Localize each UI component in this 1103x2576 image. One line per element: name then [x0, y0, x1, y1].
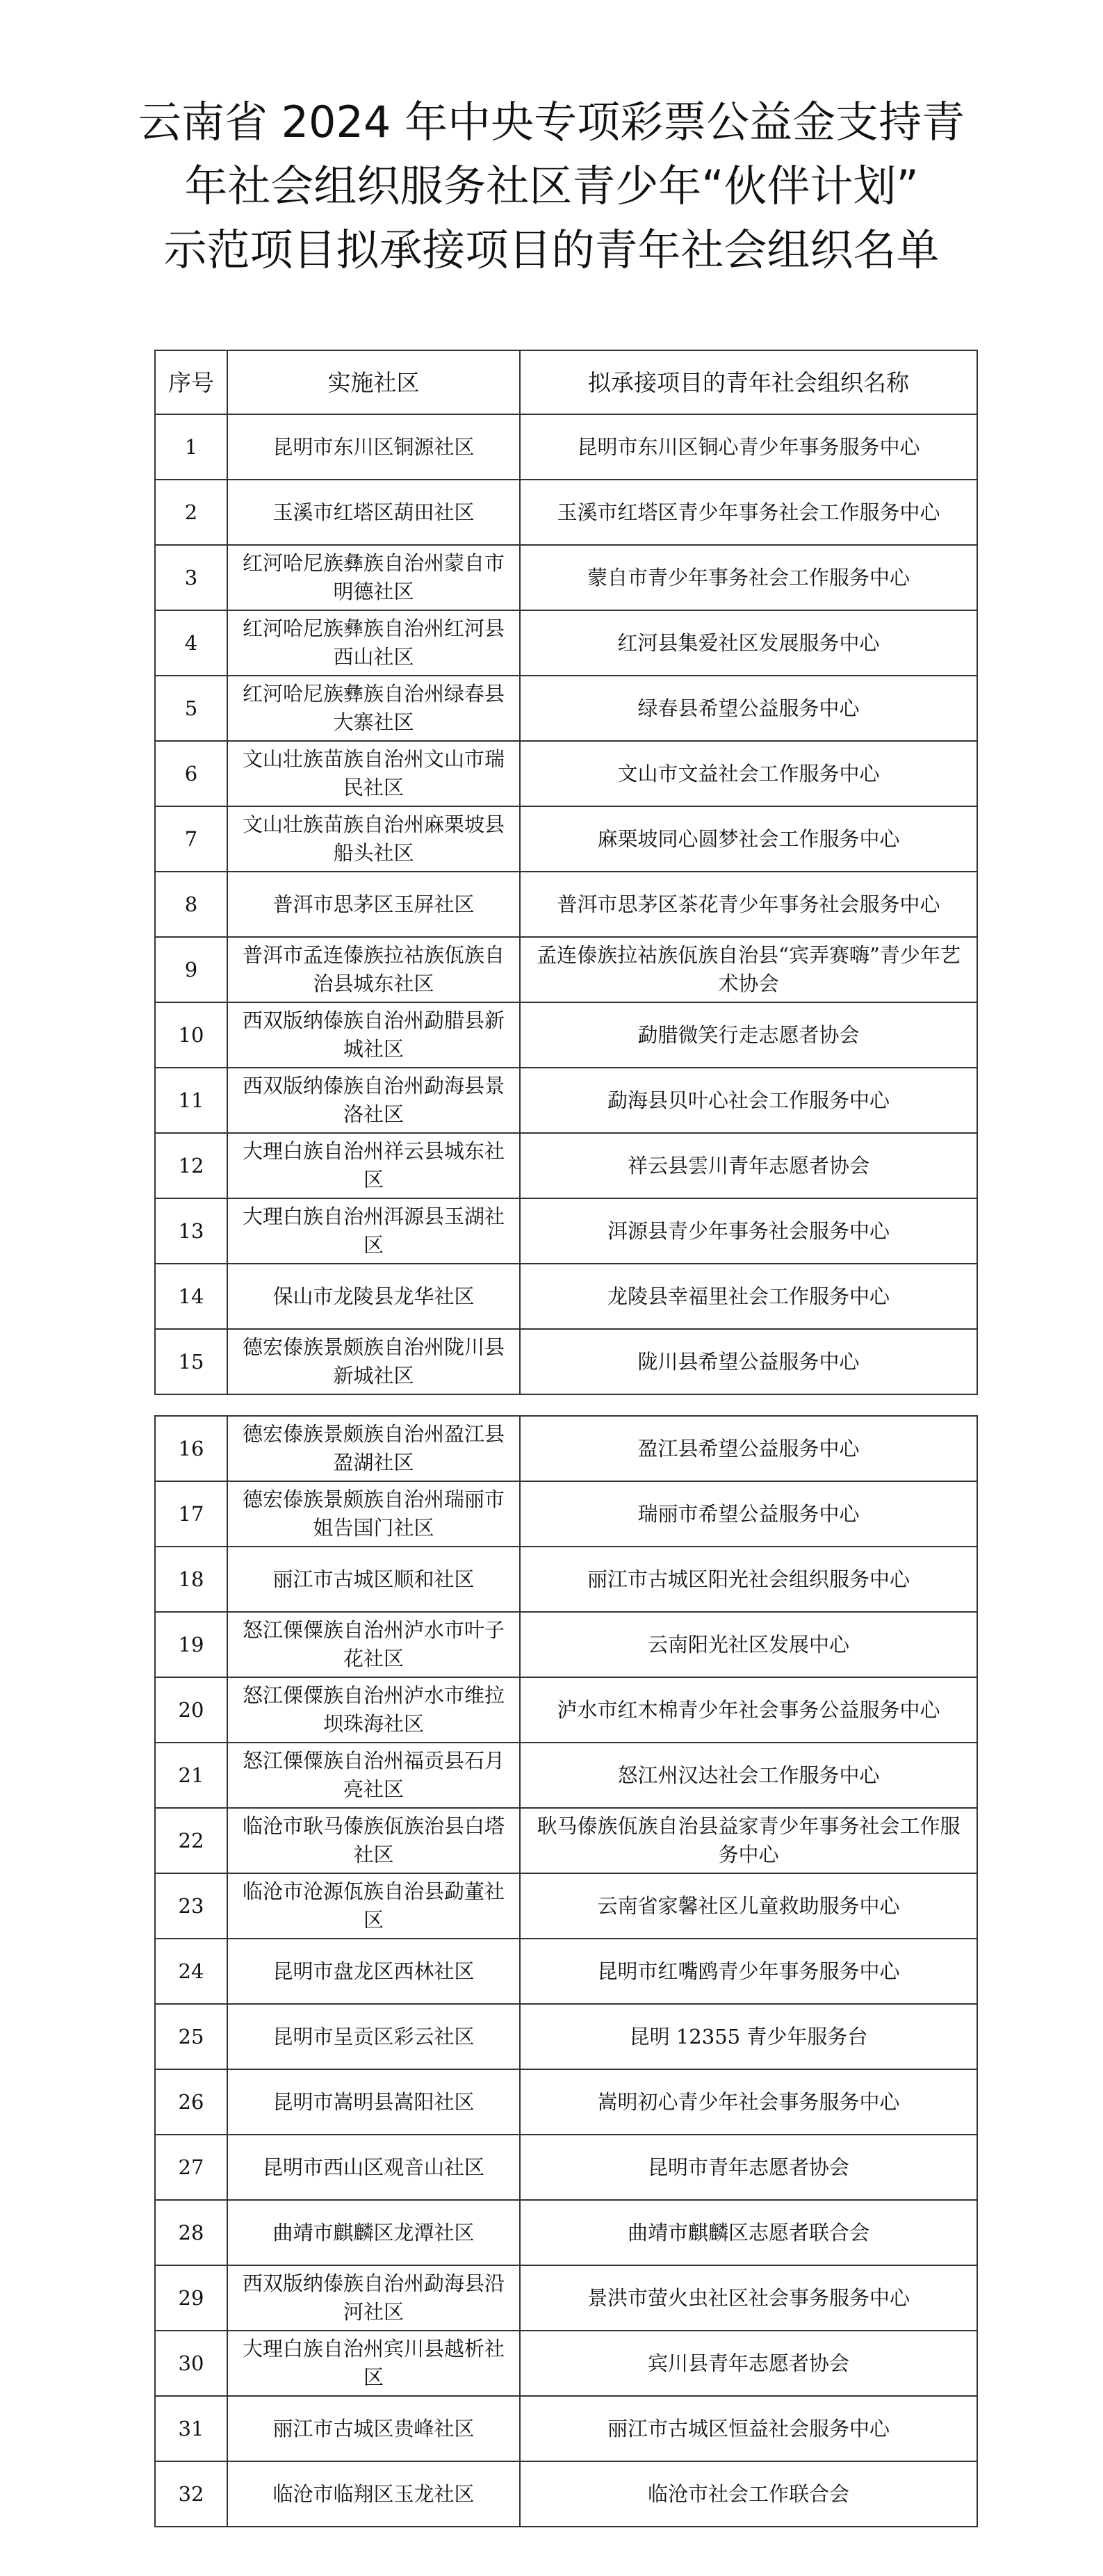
cell-index: 19 — [155, 1612, 227, 1677]
cell-community: 曲靖市麒麟区龙潭社区 — [227, 2200, 520, 2265]
cell-index: 32 — [155, 2461, 227, 2527]
cell-organization: 昆明市青年志愿者协会 — [520, 2135, 977, 2200]
table-row — [155, 1264, 977, 1329]
table-row — [155, 1808, 977, 1873]
cell-organization: 绿春县希望公益服务中心 — [520, 676, 977, 741]
table-row — [155, 1481, 977, 1547]
cell-community: 红河哈尼族彝族自治州蒙自市明德社区 — [227, 545, 520, 610]
organization-table-part-1 — [154, 350, 978, 1395]
header-community: 实施社区 — [227, 350, 520, 414]
table-row — [155, 1133, 977, 1198]
table-row — [155, 2265, 977, 2331]
cell-organization: 丽江市古城区阳光社会组织服务中心 — [520, 1547, 977, 1612]
cell-index: 18 — [155, 1547, 227, 1612]
cell-index: 30 — [155, 2331, 227, 2396]
cell-index: 4 — [155, 610, 227, 676]
cell-organization: 泸水市红木棉青少年社会事务公益服务中心 — [520, 1677, 977, 1743]
table-row — [155, 1002, 977, 1068]
table-row — [155, 806, 977, 872]
table-row — [155, 2396, 977, 2461]
table-row — [155, 414, 977, 480]
table-row — [155, 1068, 977, 1133]
cell-index: 7 — [155, 806, 227, 872]
cell-organization: 勐海县贝叶心社会工作服务中心 — [520, 1068, 977, 1133]
cell-organization: 临沧市社会工作联合会 — [520, 2461, 977, 2527]
cell-organization: 昆明市东川区铜心青少年事务服务中心 — [520, 414, 977, 480]
table-row — [155, 937, 977, 1002]
cell-index: 5 — [155, 676, 227, 741]
table-row — [155, 1873, 977, 1939]
table-row — [155, 1198, 977, 1264]
cell-organization: 嵩明初心青少年社会事务服务中心 — [520, 2069, 977, 2135]
title-line-2: 年社会组织服务社区青少年“伙伴计划” — [184, 161, 919, 211]
table-row — [155, 1416, 977, 1481]
cell-organization: 昆明 12355 青少年服务台 — [520, 2004, 977, 2069]
cell-community: 临沧市沧源佤族自治县勐董社区 — [227, 1873, 520, 1939]
cell-index: 17 — [155, 1481, 227, 1547]
table-row — [155, 1329, 977, 1394]
cell-community: 西双版纳傣族自治州勐海县沿河社区 — [227, 2265, 520, 2331]
cell-organization: 昆明市红嘴鸥青少年事务服务中心 — [520, 1939, 977, 2004]
cell-community: 丽江市古城区顺和社区 — [227, 1547, 520, 1612]
cell-index: 12 — [155, 1133, 227, 1198]
cell-community: 保山市龙陵县龙华社区 — [227, 1264, 520, 1329]
cell-organization: 陇川县希望公益服务中心 — [520, 1329, 977, 1394]
table-row — [155, 610, 977, 676]
cell-organization: 龙陵县幸福里社会工作服务中心 — [520, 1264, 977, 1329]
cell-community: 普洱市思茅区玉屏社区 — [227, 872, 520, 937]
cell-index: 9 — [155, 937, 227, 1002]
cell-index: 31 — [155, 2396, 227, 2461]
cell-community: 大理白族自治州祥云县城东社区 — [227, 1133, 520, 1198]
cell-index: 22 — [155, 1808, 227, 1873]
cell-index: 26 — [155, 2069, 227, 2135]
cell-organization: 景洪市萤火虫社区社会事务服务中心 — [520, 2265, 977, 2331]
table-row — [155, 1939, 977, 2004]
cell-community: 德宏傣族景颇族自治州盈江县盈湖社区 — [227, 1416, 520, 1481]
cell-community: 大理白族自治州宾川县越析社区 — [227, 2331, 520, 2396]
table-row — [155, 2069, 977, 2135]
cell-community: 德宏傣族景颇族自治州瑞丽市姐告国门社区 — [227, 1481, 520, 1547]
table-row — [155, 676, 977, 741]
cell-community: 临沧市临翔区玉龙社区 — [227, 2461, 520, 2527]
organization-table-part-2 — [154, 1415, 978, 2527]
table-row — [155, 545, 977, 610]
table-row — [155, 2135, 977, 2200]
cell-organization: 云南阳光社区发展中心 — [520, 1612, 977, 1677]
cell-organization: 文山市文益社会工作服务中心 — [520, 741, 977, 806]
cell-index: 13 — [155, 1198, 227, 1264]
cell-community: 昆明市东川区铜源社区 — [227, 414, 520, 480]
cell-community: 玉溪市红塔区葫田社区 — [227, 480, 520, 545]
table-row — [155, 480, 977, 545]
table-row — [155, 2461, 977, 2527]
cell-community: 昆明市嵩明县嵩阳社区 — [227, 2069, 520, 2135]
table-row — [155, 1612, 977, 1677]
cell-organization: 玉溪市红塔区青少年事务社会工作服务中心 — [520, 480, 977, 545]
cell-organization: 孟连傣族拉祜族佤族自治县“宾弄赛嗨”青少年艺术协会 — [520, 937, 977, 1002]
cell-organization: 丽江市古城区恒益社会服务中心 — [520, 2396, 977, 2461]
cell-organization: 云南省家馨社区儿童救助服务中心 — [520, 1873, 977, 1939]
cell-community: 丽江市古城区贵峰社区 — [227, 2396, 520, 2461]
table-row — [155, 1547, 977, 1612]
cell-community: 临沧市耿马傣族佤族治县白塔社区 — [227, 1808, 520, 1873]
cell-index: 1 — [155, 414, 227, 480]
cell-community: 怒江傈僳族自治州福贡县石月亮社区 — [227, 1743, 520, 1808]
table-row — [155, 1743, 977, 1808]
table-row — [155, 2200, 977, 2265]
table-row — [155, 2004, 977, 2069]
cell-organization: 瑞丽市希望公益服务中心 — [520, 1481, 977, 1547]
cell-community: 西双版纳傣族自治州勐海县景洛社区 — [227, 1068, 520, 1133]
cell-community: 文山壮族苗族自治州麻栗坡县船头社区 — [227, 806, 520, 872]
cell-index: 10 — [155, 1002, 227, 1068]
cell-index: 15 — [155, 1329, 227, 1394]
cell-index: 24 — [155, 1939, 227, 2004]
cell-index: 14 — [155, 1264, 227, 1329]
page-title — [0, 90, 1103, 282]
cell-community: 怒江傈僳族自治州泸水市维拉坝珠海社区 — [227, 1677, 520, 1743]
cell-index: 29 — [155, 2265, 227, 2331]
cell-community: 怒江傈僳族自治州泸水市叶子花社区 — [227, 1612, 520, 1677]
cell-organization: 麻栗坡同心圆梦社会工作服务中心 — [520, 806, 977, 872]
header-organization: 拟承接项目的青年社会组织名称 — [520, 350, 977, 414]
table-row — [155, 1677, 977, 1743]
cell-index: 27 — [155, 2135, 227, 2200]
cell-community: 昆明市西山区观音山社区 — [227, 2135, 520, 2200]
cell-organization: 耿马傣族佤族自治县益家青少年事务社会工作服务中心 — [520, 1808, 977, 1873]
cell-community: 昆明市呈贡区彩云社区 — [227, 2004, 520, 2069]
table-row — [155, 872, 977, 937]
cell-index: 25 — [155, 2004, 227, 2069]
cell-index: 6 — [155, 741, 227, 806]
cell-organization: 曲靖市麒麟区志愿者联合会 — [520, 2200, 977, 2265]
cell-organization: 洱源县青少年事务社会服务中心 — [520, 1198, 977, 1264]
title-line-3: 示范项目拟承接项目的青年社会组织名单 — [163, 225, 940, 275]
table-header-row — [155, 350, 977, 414]
cell-community: 德宏傣族景颇族自治州陇川县新城社区 — [227, 1329, 520, 1394]
cell-organization: 盈江县希望公益服务中心 — [520, 1416, 977, 1481]
cell-index: 28 — [155, 2200, 227, 2265]
cell-organization: 红河县集爱社区发展服务中心 — [520, 610, 977, 676]
title-line-1: 云南省 2024 年中央专项彩票公益金支持青 — [138, 97, 965, 147]
cell-index: 23 — [155, 1873, 227, 1939]
cell-community: 红河哈尼族彝族自治州绿春县大寨社区 — [227, 676, 520, 741]
cell-organization: 勐腊微笑行走志愿者协会 — [520, 1002, 977, 1068]
cell-community: 文山壮族苗族自治州文山市瑞民社区 — [227, 741, 520, 806]
cell-index: 3 — [155, 545, 227, 610]
header-index: 序号 — [155, 350, 227, 414]
cell-organization: 祥云县雲川青年志愿者协会 — [520, 1133, 977, 1198]
cell-organization: 普洱市思茅区茶花青少年事务社会服务中心 — [520, 872, 977, 937]
cell-index: 21 — [155, 1743, 227, 1808]
cell-index: 20 — [155, 1677, 227, 1743]
cell-community: 红河哈尼族彝族自治州红河县西山社区 — [227, 610, 520, 676]
cell-community: 普洱市孟连傣族拉祜族佤族自治县城东社区 — [227, 937, 520, 1002]
cell-index: 11 — [155, 1068, 227, 1133]
cell-index: 2 — [155, 480, 227, 545]
cell-organization: 蒙自市青少年事务社会工作服务中心 — [520, 545, 977, 610]
cell-community: 昆明市盘龙区西林社区 — [227, 1939, 520, 2004]
table-row — [155, 741, 977, 806]
cell-organization: 宾川县青年志愿者协会 — [520, 2331, 977, 2396]
table-row — [155, 2331, 977, 2396]
cell-community: 西双版纳傣族自治州勐腊县新城社区 — [227, 1002, 520, 1068]
cell-organization: 怒江州汉达社会工作服务中心 — [520, 1743, 977, 1808]
cell-community: 大理白族自治州洱源县玉湖社区 — [227, 1198, 520, 1264]
cell-index: 8 — [155, 872, 227, 937]
cell-index: 16 — [155, 1416, 227, 1481]
